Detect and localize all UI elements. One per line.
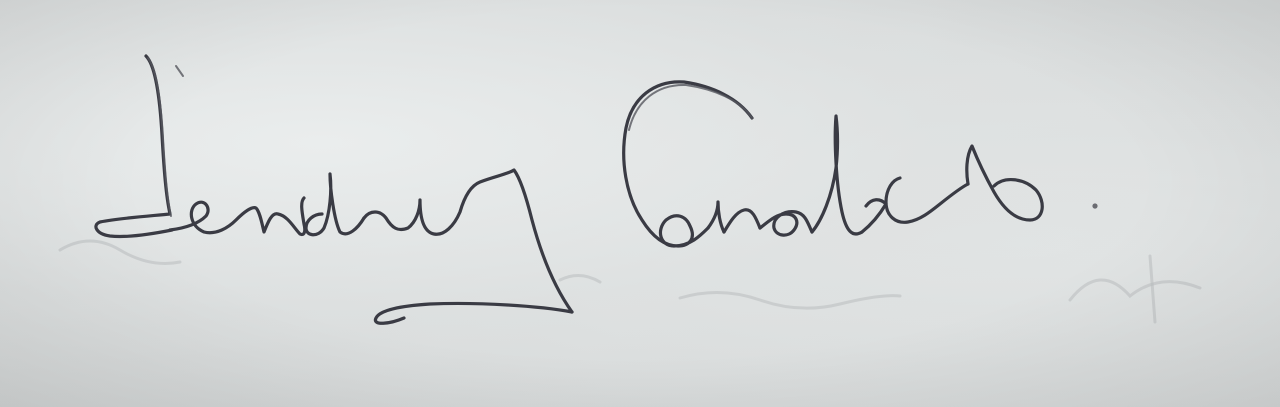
signature-word-giraldo [708, 116, 1042, 235]
bleed-through-marks [60, 241, 1200, 322]
signature-dot [1092, 203, 1097, 208]
signature-letter-l [96, 56, 183, 237]
signature-letter-g [624, 82, 752, 246]
signature-word-leidy [170, 170, 572, 323]
